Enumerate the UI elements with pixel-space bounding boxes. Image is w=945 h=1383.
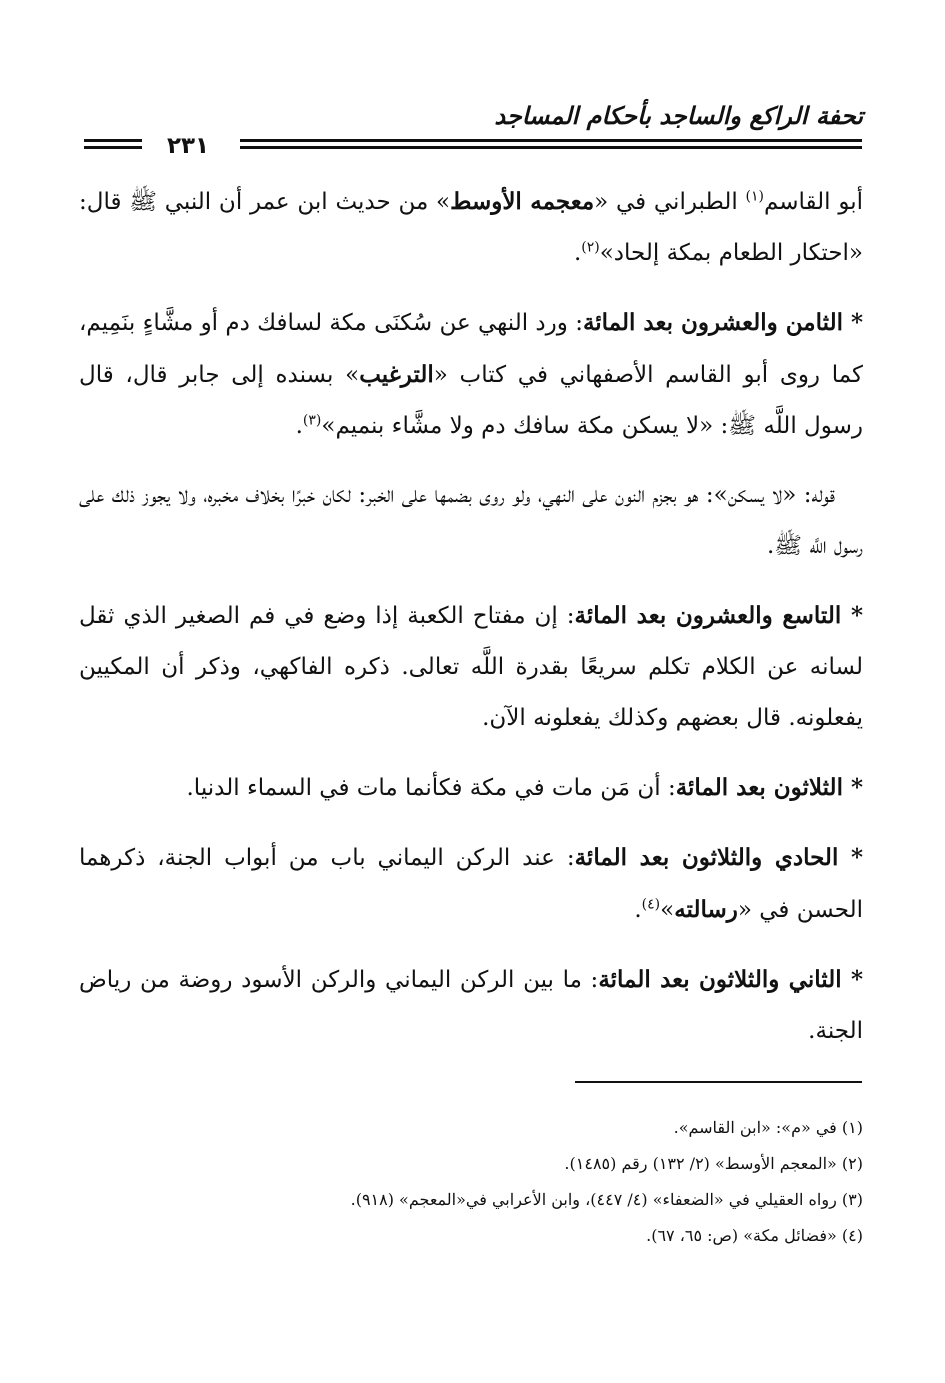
book-title: رسالته <box>674 896 738 923</box>
footnote-1: (١) في «م»: «ابن القاسم». <box>673 1118 863 1137</box>
header-rule-right-bottom <box>240 146 862 149</box>
section-heading: * الحادي والثلاثون بعد المائة <box>574 844 863 871</box>
paragraph-130 <box>79 762 863 814</box>
text-run: . <box>634 897 642 923</box>
footnote-ref-1: (١) <box>745 188 764 205</box>
header-rule-left-top <box>84 139 142 142</box>
text-run: : ورد النهي عن سُكنَى مكة لسافك دم أو مشَّاءٍ بنَمِيم، كما روى أبو القاسم الأصفهاني في كتاب « <box>78 310 863 388</box>
running-header-title: تحفة الراكع والساجد بأحكام المساجد <box>494 101 863 130</box>
section-heading: * الثلاثون بعد المائة <box>675 774 863 801</box>
section-heading: * التاسع والعشرون بعد المائة <box>574 602 863 629</box>
text-run: » <box>660 897 675 923</box>
paragraph-131 <box>79 832 863 936</box>
body-text <box>79 176 863 1075</box>
header-rule-right-top <box>240 139 862 142</box>
header-rule-left-bottom <box>84 146 142 149</box>
paragraph-129 <box>79 590 863 744</box>
text-run: : إن مفتاح الكعبة إذا وضع في فم الصغير الذي ثقل لسانه عن الكلام تكلم سريعًا بقدرة اللَّه تعالى. ذكره الفاكهي، وذكر أن المكيين يفعلونه. قال بعضهم وكذلك يفعلونه الآن. <box>79 603 863 731</box>
footnotes <box>79 1110 863 1254</box>
book-title: معجمه الأوسط <box>450 188 595 215</box>
text-run: قوله: «لا يسكن»: هو بجزم النون على النهي، ولو روى بضمها على الخبر: لكان خبرًا بخلاف مخبره، ولا يجوز ذلك على رسول اللَّه ﷺ. <box>79 482 863 559</box>
text-run: : عند الركن اليماني باب من أبواب الجنة، ذكرهما الحسن في « <box>79 845 863 923</box>
text-run: . <box>295 413 303 439</box>
text-run: : ما بين الركن اليماني والركن الأسود روضة من رياض الجنة. <box>79 967 863 1044</box>
text-run: . <box>573 240 582 266</box>
paragraph-132 <box>79 954 863 1057</box>
paragraph-1 <box>79 176 863 279</box>
paragraph-128 <box>79 297 863 452</box>
footnote-separator <box>575 1081 862 1083</box>
section-heading: * الثاني والثلاثون بعد المائة <box>598 966 863 993</box>
text-run: » بسنده إلى جابر قال، قال رسول اللَّه ﷺ: «لا يسكن مكة سافك دم ولا مشَّاء بنميم» <box>79 362 863 439</box>
footnote-ref-2: (٢) <box>581 239 600 256</box>
book-title: الترغيب <box>359 361 434 388</box>
text-run: الطبراني في « <box>594 189 746 215</box>
page-number: ٢٣١ <box>166 133 210 159</box>
paragraph-commentary <box>79 470 863 572</box>
footnote-3: (٣) رواه العقيلي في «الضعفاء» (٤/ ٤٤٧)، وابن الأعرابي في«المعجم» (٩١٨). <box>350 1190 863 1209</box>
footnote-ref-4: (٤) <box>641 896 661 913</box>
footnote-4: (٤) «فضائل مكة» (ص: ٦٥، ٦٧). <box>646 1226 863 1245</box>
footnote-ref-3: (٣) <box>302 412 322 429</box>
section-heading: * الثامن والعشرون بعد المائة <box>582 309 863 336</box>
text-run: أبو القاسم <box>763 189 863 215</box>
footnote-2: (٢) «المعجم الأوسط» (٢/ ١٣٢) رقم (١٤٨٥). <box>564 1154 863 1173</box>
text-run: » من حديث ابن عمر أن النبي ﷺ قال: «احتكار الطعام بمكة إلحاد» <box>79 189 863 266</box>
text-run: : أن مَن مات في مكة فكأنما مات في السماء الدنيا. <box>186 775 676 801</box>
